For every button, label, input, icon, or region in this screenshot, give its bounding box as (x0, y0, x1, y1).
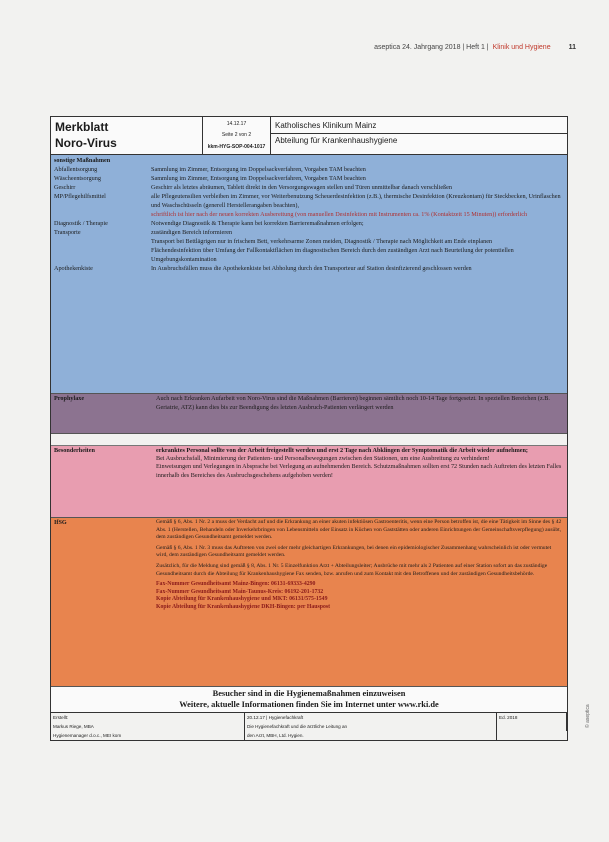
measure-value: schriftlich ist hier nach der neuen korrekten Ausbereitung (von manuellen Desinfektion mit Instrumenten ca. 1% (Kontaktzeit 15 Minuten)) erforderlich (151, 211, 528, 218)
measure-value: Sammlung im Zimmer, Entsorgung im Doppelsackverfahren, Vorgaben TAM beachten (151, 175, 366, 182)
leaflet-sheet (50, 116, 568, 741)
doc-id: kkm-HYG-SOP-004-1017 (207, 144, 266, 151)
section-heading: sonstige Maßnahmen (54, 157, 111, 164)
doc-meta (203, 117, 271, 154)
approval-cell: Die Hygienefachkraft und die ärztliche Leitung an (245, 722, 497, 731)
title-line-2: Noro-Virus (55, 136, 117, 150)
doc-date: 14.12.17 (226, 120, 247, 127)
divider (51, 434, 567, 446)
approval-table (51, 712, 567, 740)
movement-minimization-text: Bei Ausbruchsfall, Minimierung der Patienten- und Personalbewegungen zwischen den Stationen, um eine Ausbreitung zu verhindern! (156, 455, 490, 463)
measure-value: Sammlung im Zimmer, Entsorgung im Doppelsackverfahren, Vorgaben TAM beachten (151, 166, 366, 173)
approval-cell: Markus Riege, MBA (51, 722, 245, 731)
measure-row (54, 246, 564, 264)
approval-cell: den Arzt, MBH, Ltd. Hygien. (245, 731, 497, 740)
approval-cell (497, 731, 567, 740)
approval-cell: Ed. 2018 (497, 713, 567, 722)
measure-value: Flächendesinfektion über Umfang der Fallkontaktflächen im diagnostischen Bereich durch den zuständigen Arzt nach Beurteilung der potentiellen Umgebungskontamination (151, 247, 514, 263)
measure-row (54, 165, 564, 174)
side-mark: © aseptica (585, 704, 591, 728)
measure-key: MP/Pflegehilfsmittel (54, 193, 106, 200)
section-text (153, 518, 567, 686)
measure-value: Transport bei Bettlägrigen nur in frischem Bett, verkehrsarme Zonen meiden, Diagnostik / Therapie nach Möglichkeit am Ende einplanen (151, 238, 493, 245)
section-ifsg (51, 518, 567, 686)
measure-row (54, 228, 564, 237)
title-line-1: Merkblatt (55, 120, 109, 134)
leaflet-title (51, 117, 203, 154)
info-notice: Weitere, aktuelle Informationen finden Sie im Internet unter www.rki.de (179, 700, 439, 709)
fax-contact: Fax-Nummer Gesundheitsamt Mainz-Bingen: 06131-69333-4290 (156, 581, 316, 588)
section-text (153, 446, 567, 517)
measure-key: Wäscheentsorgung (54, 175, 101, 182)
measure-row (54, 264, 564, 273)
section-label: IfSG (54, 519, 67, 526)
measure-row (54, 210, 564, 219)
fax-contact: Kopie Abteilung für Krankenhaushygiene DKH-Bingen: per Hauspost (156, 603, 331, 610)
transfer-text: Einweisungen und Verlegungen in Absprache bei Verlegung an aufnehmenden Bereich. Schutzmaßnahmen sollten erst 72 Stunden nach Auftreten des letzten Falles innerhalb des Bereiches des Ausbruchsgeschehens aufgehoben werden! (156, 463, 562, 479)
measure-key: Diagnostik / Therapie (54, 220, 108, 227)
page-number: 11 (568, 44, 576, 51)
fax-contact: Fax-Nummer Gesundheitsamt Main-Taunus-Kreis: 06192-201-1732 (156, 588, 324, 595)
measure-row (54, 237, 564, 246)
ifsg-paragraph: Gemäß § 6, Abs. 1 Nr. 2 a muss der Verdacht auf und die Erkrankung an einer akuten infektiösen Gastroenteritis, wenn eine Person betroffen ist, die eine Tätigkeit im Sinne des § 42 Abs. 1 (Herstellen, Behandeln oder Inverkehrbringen von Lebensmitteln oder Einsatz in Küchen von Gaststätten oder anderen Einrichtungen der Gemeinschaftsverpflegung) ausübt, dem zuständigen Gesundheitsamt gemeldet werden. (156, 519, 562, 541)
section-label: Besonderheiten (54, 447, 95, 454)
org-name: Katholisches Klinikum Mainz (275, 121, 377, 130)
measure-value: Geschirr als letztes abräumen, Tablett direkt in den Versorgungswagen stellen und Türen unmittelbar danach verschließen (151, 184, 452, 191)
footer-notice (51, 686, 567, 712)
measure-key (54, 210, 151, 219)
measure-value: alle Pflegeutensilien verbleiben im Zimmer, vor Weiterbenutzung Scheuerdesinfektion (z.B.), thermische Desinfektion (Kreuzkontam) für Steckbecken, Urinflaschen und Waschschüsseln (generell Herstellerangaben beachten), (151, 193, 561, 209)
measure-value: Notwendige Diagnostik & Therapie kann bei korrekten Barrieremaßnahmen erfolgen; (151, 220, 364, 227)
journal-info: aseptica 24. Jahrgang 2018 | Heft 1 | (374, 44, 489, 51)
approval-cell: Erstellt: (51, 713, 245, 722)
measure-value: zuständigen Bereich informieren (151, 229, 233, 236)
section-text: Auch nach Erkranken Aufarbeit von Noro-Virus sind die Maßnahmen (Barrieren) beginnen sämtlich noch 10-14 Tage fortgesetzt. In speziellen Bereichen (z.B. Geriatrie, ATZ) kann dies bis zur Beendigung des letzten Ausbruch-Patienten verlängert werden (156, 395, 550, 411)
approval-cell: Hygienemanager d.o.c., MEI kom (51, 731, 245, 740)
section-special-notes (51, 446, 567, 518)
measure-key (54, 237, 151, 246)
running-head (270, 44, 576, 51)
section-name: Klinik und Hygiene (492, 44, 551, 51)
staff-exclusion-text: erkranktes Personal sollte von der Arbeit freigestellt werden und erst 2 Tage nach Abklingen der Symptomatik die Arbeit wieder aufnehmen; (156, 447, 528, 454)
leaflet-header (51, 117, 567, 155)
fax-contact: Kopie Abteilung für Krankenhaushygiene und MKT: 06131/575-1549 (156, 596, 328, 603)
measure-row (54, 174, 564, 183)
measure-key: Geschirr (54, 184, 76, 191)
measure-value: In Ausbruchsfällen muss die Apothekenkiste bei Abholung durch den Transporteur auf Station desinfizierend geschlossen werden (151, 265, 472, 272)
measure-row (54, 192, 564, 210)
ifsg-paragraph: Gemäß § 6, Abs. 1 Nr. 3 muss das Auftreten von zwei oder mehr gleichartigen Erkrankungen, bei denen ein epidemiologischer Zusammenhang wahrscheinlich ist oder vermutet wird, dem zuständigen Gesundheitsamt gemeldet werden. (156, 544, 552, 559)
measure-row (54, 183, 564, 192)
measure-key: Transporte (54, 229, 81, 236)
section-label: Prophylaxe (54, 395, 85, 402)
visitor-notice: Besucher sind in die Hygienemaßnahmen einzuweisen (212, 689, 406, 698)
measure-row (54, 219, 564, 228)
approval-cell (497, 722, 567, 731)
org-block (271, 117, 567, 154)
approval-cell: 20.12.17 | Hygienefachkraft (245, 713, 497, 722)
measure-key: Apothekenkiste (54, 265, 93, 272)
doc-page-of: Seite 2 von 2 (221, 132, 252, 139)
section-prophylaxis (51, 394, 567, 434)
measure-key: Abfallentsorgung (54, 166, 98, 173)
ifsg-paragraph: Zusätzlich, für die Meldung sind gemäß § 8, Abs. 1 Nr. 5 Einzelfunktion Arzt + Abteilungsleiter; Ausbrüche mit mehr als 2 Patienten auf einer Station sofort an das zuständige Gesundheitsamt durch die Abteilung für Krankenhaushygiene Fax senden, bzw. anrufen und zum Kontakt mit den Betroffenen und der zuständigen Gesundheitsbehörde. (156, 562, 548, 577)
dept-name: Abteilung für Krankenhaushygiene (271, 133, 567, 148)
section-other-measures (51, 155, 567, 394)
measure-key (54, 246, 151, 264)
